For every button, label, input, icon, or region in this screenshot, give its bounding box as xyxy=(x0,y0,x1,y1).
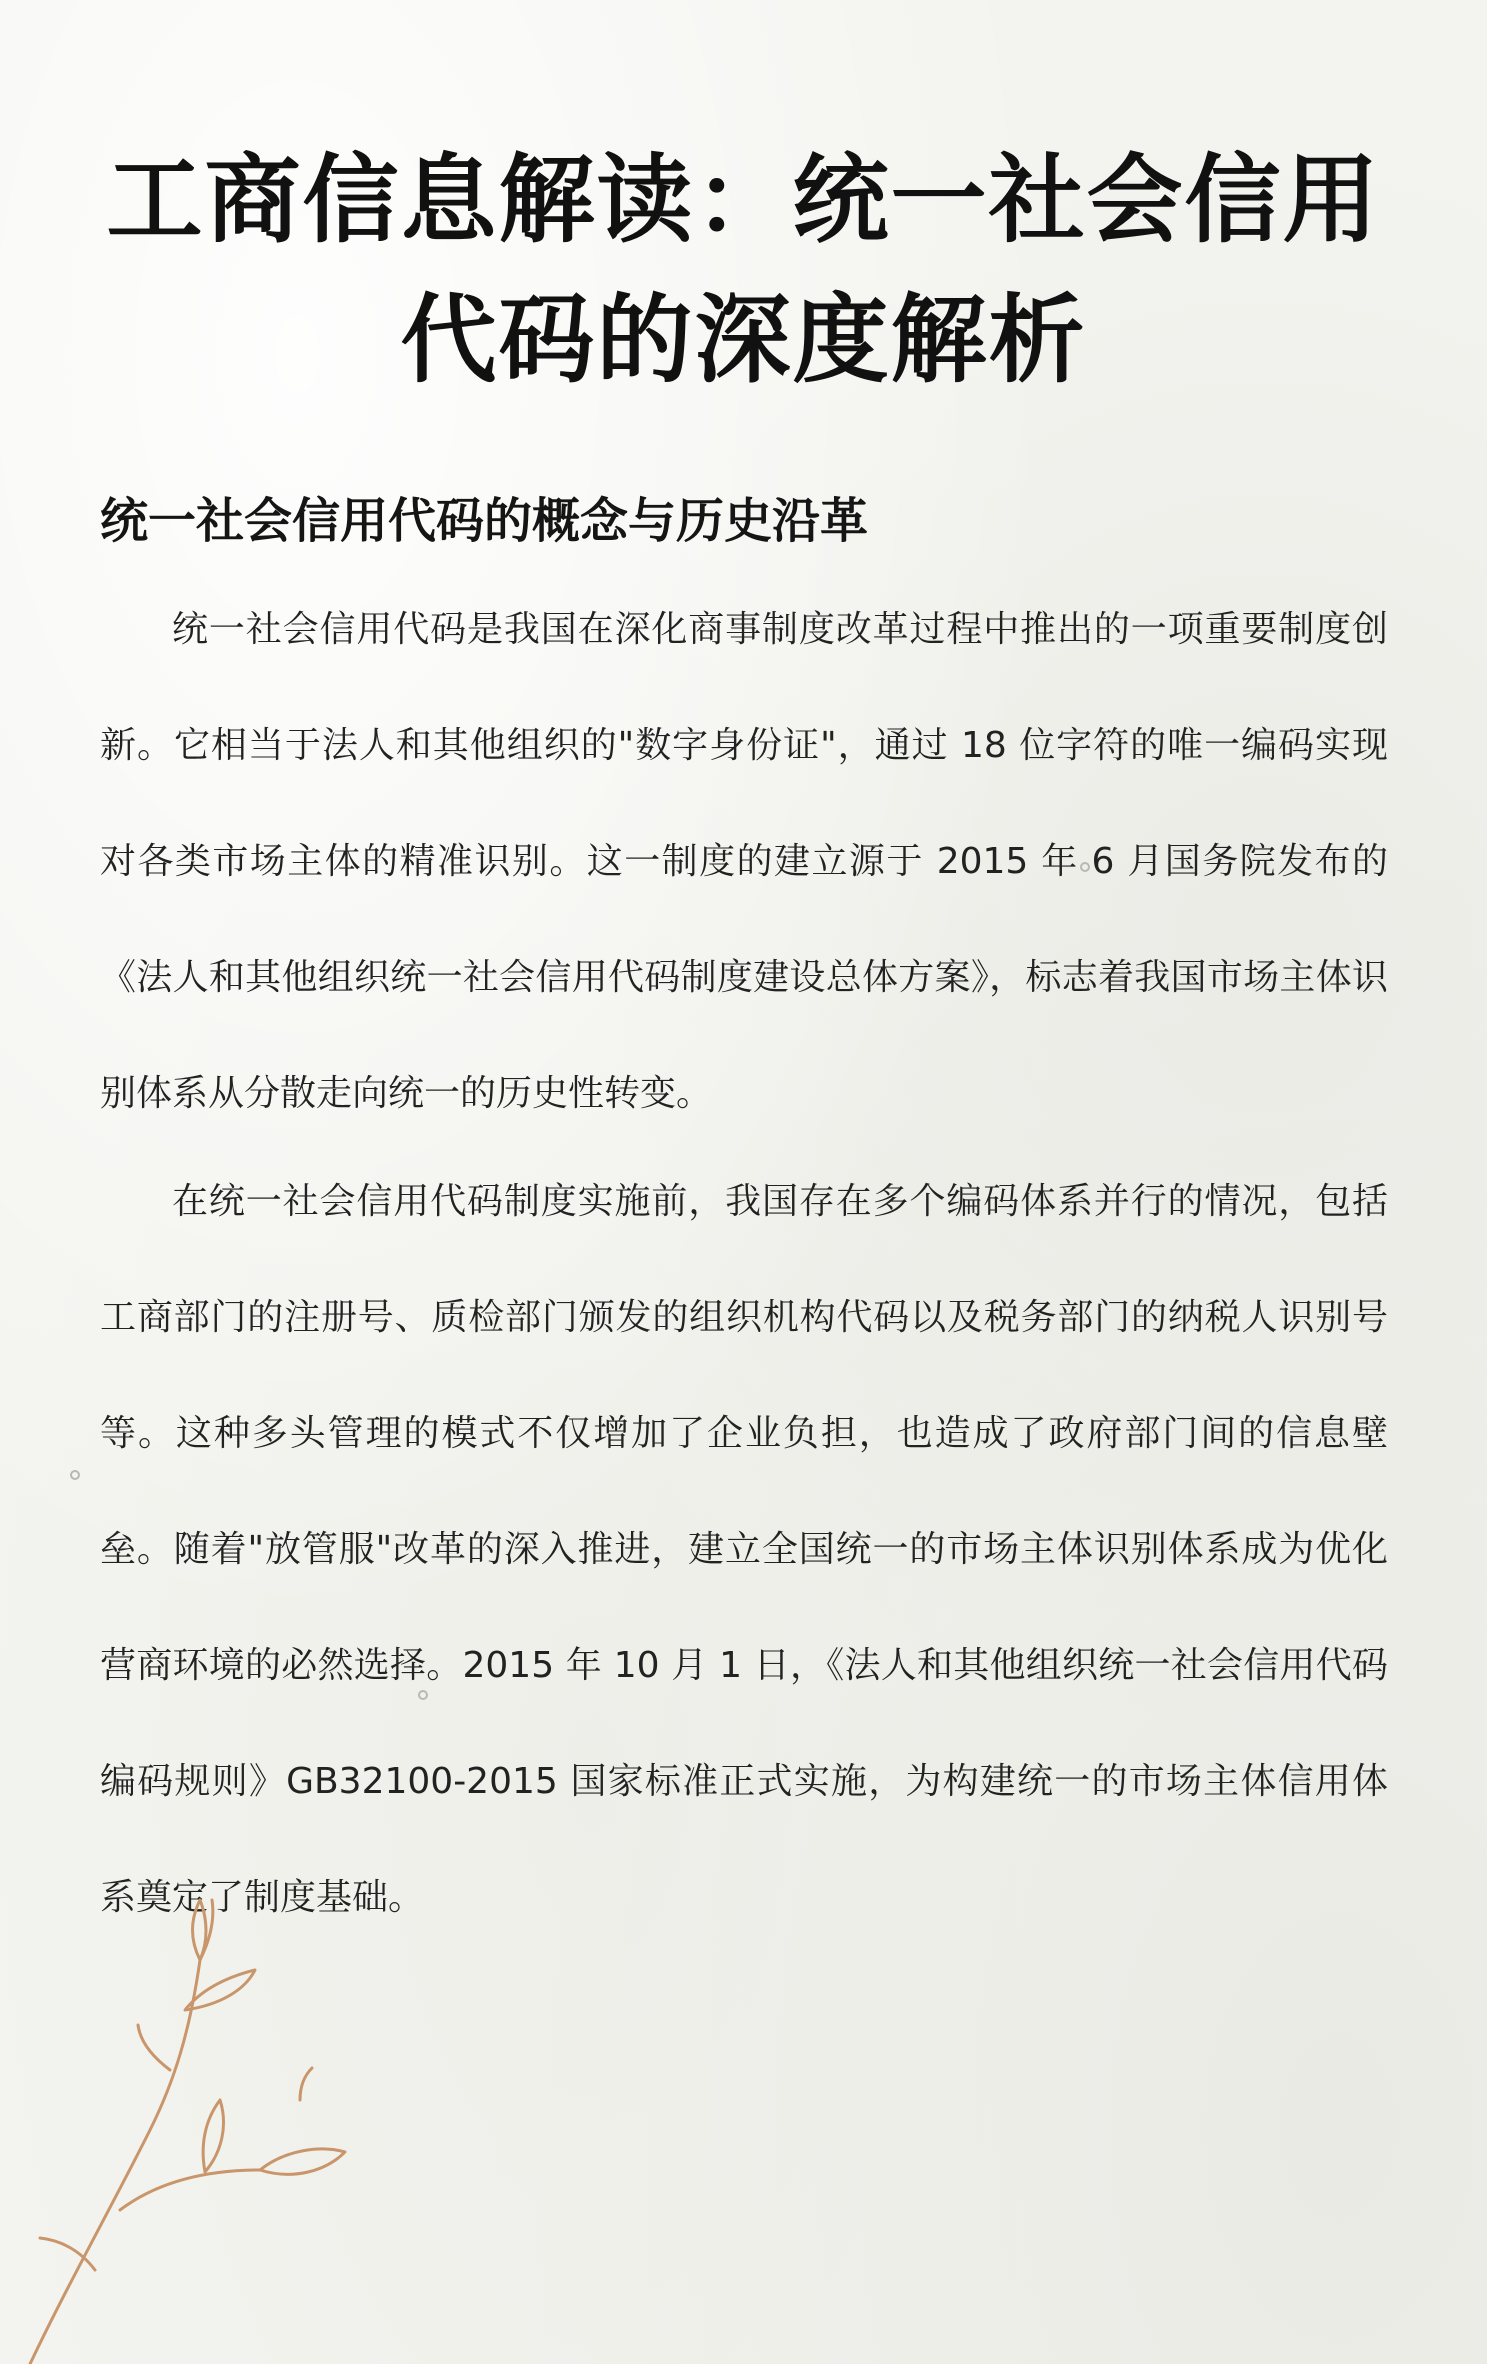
decorative-dot xyxy=(418,1690,428,1700)
page-title: 工商信息解读：统一社会信用代码的深度解析 xyxy=(106,144,1381,396)
body-paragraph-2: 在统一社会信用代码制度实施前，我国存在多个编码体系并行的情况，包括工商部门的注册号、质检部门颁发的组织机构代码以及税务部门的纳税人识别号等。这种多头管理的模式不仅增加了企业负担，也造成了政府部门间的信息壁垒。随着"放管服"改革的深入推进，建立全国统一的市场主体识别体系成为优化营商环境的必然选择。2015 年 10 月 1 日，《法人和其他组织统一社会信用代码编码规则》GB32100-2015 国家标准正式实施，为构建统一的市场主体信用体系奠定了制度基础。 xyxy=(100,1181,1388,1918)
body-paragraph-1: 统一社会信用代码是我国在深化商事制度改革过程中推出的一项重要制度创新。它相当于法人和其他组织的"数字身份证"，通过 18 位字符的唯一编码实现对各类市场主体的精准识别。这一制度的建立源于 2015 年 6 月国务院发布的《法人和其他组织统一社会信用代码制度建设总体方案》，标志着我国市场主体识别体系从分散走向统一的历史性转变。 xyxy=(100,609,1388,1114)
plant-sprig-icon xyxy=(0,1880,420,2364)
section-heading: 统一社会信用代码的概念与历史沿革 xyxy=(100,493,869,549)
decorative-dot xyxy=(70,1470,80,1480)
decorative-dot xyxy=(1080,862,1090,872)
